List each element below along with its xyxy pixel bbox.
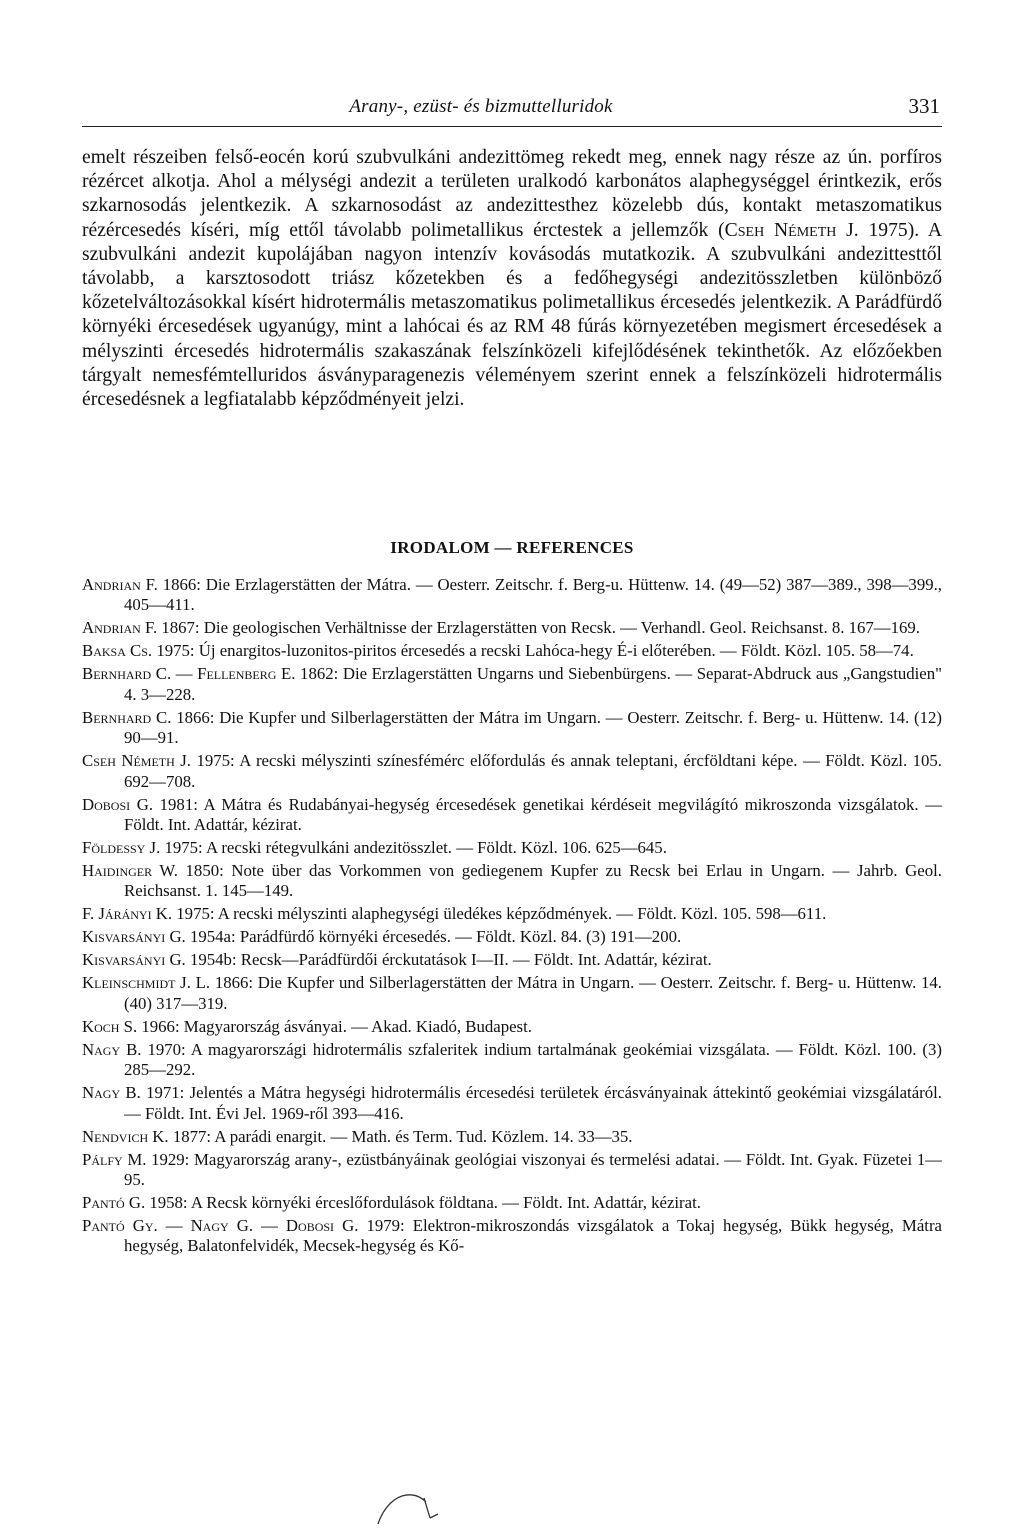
paragraph-text-continued: J. 1975). A szubvulkáni andezit kupolájában nagyon intenzív kovásodás mutatkozik. A szubvulkáni andezittesttől távolabb, a karsztosodott triász kőzetekben és a fedőhegységi andezitösszletben különböző kőzetelváltozásokkal kísért hidrotermális metaszomatikus polimetallikus ércesedés jelentkezik. A Parádfürdő környéki ércesedések ugyanúgy, mint a lahócai és az RM 48 fúrás környezetében megismert ércesedések a mélyszinti ércesedés hidrotermális szakaszának felszínközeli kifejlődésének tekinthetők. Az előzőekben tárgyalt nemesfémtelluridos ásványparagenezis véleményem szerint ennek a felszínközeli hidrotermális ércesedésnek a legfiatalabb képződményeit jelzi. [82,219,943,411]
reference-text: 1867: Die geologischen Verhältnisse der Erzlagerstätten von Recsk. — Verhandl. Geol. Reichsanst. 8. 167—169. [157,618,920,638]
reference-item [82,927,942,947]
reference-item [82,1040,942,1081]
reference-author: Földessy J. [82,838,161,858]
reference-author: Nendvich K. [82,1126,169,1146]
citation-authors: Cseh Németh [724,219,837,241]
reference-item [82,751,942,792]
reference-text: 1966: Magyarország ásványai. — Akad. Kiadó, Budapest. [137,1016,532,1036]
reference-text: 1866: Die Erzlagerstätten der Mátra. — Oesterr. Zeitschr. f. Berg-u. Hüttenw. 14. (49—52) 387—389., 398—399., 405—411. [124,575,942,615]
reference-item [82,1150,942,1191]
reference-author: Pantó Gy. — Nagy G. — Dobosi G. [82,1216,359,1236]
paragraph-text: emelt részeiben felső-eocén korú szubvulkáni andezittömeg rekedt meg, ennek nagy része az ún. porfíros rézércet alkotja. Ahol a mélységi andezit a területen uralkodó karbonátos alaphegységgel érintkezik, erős szkarnosodás jelentkezik. A szkarnosodást az andezittesthez közelebb dús, kontakt metaszomatikus rézércesedés kíséri, míg ettől távolabb polimetallikus érctestek a jellemzők ( [82,147,942,241]
reference-author: Nagy B. [82,1039,142,1059]
reference-author: Cseh Németh J. [82,751,192,771]
reference-author: Kisvarsányi G. [82,927,186,947]
page-number: 331 [908,94,940,118]
reference-author: F. Járányi K. [82,904,173,924]
reference-text: 1975: Új enargitos-luzonitos-piritos ércesedés a recski Lahóca-hegy É-i előterében. — Földt. Közl. 105. 58—74. [152,641,914,661]
reference-item [82,861,942,902]
reference-item [82,575,942,616]
reference-text: 1866: Die Kupfer und Silberlagerstätten der Mátra in Ungarn. — Oesterr. Zeitschr. f. Berg- u. Hüttenw. 14. (40) 317—319. [124,973,942,1013]
reference-text: 1981: A Mátra és Rudabányai-hegység ércesedések genetikai kérdéseit megvilágító mikroszonda vizsgálatok. — Földt. Int. Adattár, kézirat. [124,794,942,835]
reference-item [82,618,942,638]
reference-item [82,950,942,970]
reference-author: Bernhard C. — Fellenberg E. [82,664,296,684]
running-header [82,92,942,127]
reference-text: 1975: A recski mélyszinti alaphegységi üledékes képződmények. — Földt. Közl. 105. 598—611. [172,904,827,924]
reference-author: Haidinger W. [82,861,178,881]
reference-text: 1866: Die Kupfer und Silberlagerstätten der Mátra im Ungarn. — Oesterr. Zeitschr. f. Berg- u. Hüttenw. 14. (12) 90—91. [124,707,942,748]
reference-text: 1877: A parádi enargit. — Math. és Term. Tud. Közlem. 14. 33—35. [168,1126,633,1146]
reference-item [82,795,942,836]
reference-text: 1975: A recski rétegvulkáni andezitösszlet. — Földt. Közl. 106. 625—645. [160,838,667,858]
reference-item [82,838,942,858]
reference-item [82,641,942,661]
reference-author: Pálfy M. [82,1149,147,1169]
reference-item [82,1017,942,1037]
reference-item [82,904,942,924]
reference-text: 1970: A magyarországi hidrotermális szfaleritek indium tartalmának geokémiai vizsgálata. — Földt. Közl. 100. (3) 285—292. [124,1039,942,1080]
reference-item [82,664,942,705]
running-title: Arany-, ezüst- és bizmuttelluridok [349,96,613,117]
reference-text: 1954b: Recsk—Parádfürdői érckutatások I—II. — Földt. Int. Adattár, kézirat. [185,950,712,970]
reference-item [82,1127,942,1147]
reference-author: Kleinschmidt J. L. [82,973,211,993]
reference-author: Andrian F. [82,618,158,638]
handwritten-mark-icon [372,1484,444,1528]
reference-text: 1975: A recski mélyszinti színesfémérc előfordulás és annak teleptani, ércföldtani képe. — Földt. Közl. 105. 692—708. [124,751,942,791]
reference-text: 1850: Note über das Vorkommen von gediegenem Kupfer zu Recsk bei Erlau in Ungarn. — Jahrb. Geol. Reichsanst. 1. 145—149. [124,861,942,901]
reference-text: 1929: Magyarország arany-, ezüstbányáinak geológiai viszonyai és termelési adatai. — Földt. Int. Gyak. Füzetei 1—95. [124,1149,942,1190]
reference-author: Dobosi G. [82,794,154,814]
body-paragraph [82,146,942,412]
reference-author: Kisvarsányi G. [82,950,186,970]
reference-author: Koch S. [82,1016,138,1036]
reference-item [82,973,942,1014]
reference-author: Nagy B. [82,1083,141,1103]
body-text [82,146,942,412]
reference-item [82,1083,942,1124]
references-heading: IRODALOM — REFERENCES [390,538,634,557]
reference-text: 1954a: Parádfürdő környéki ércesedés. — Földt. Közl. 84. (3) 191—200. [185,927,682,947]
reference-list [82,575,942,1259]
reference-item [82,1216,942,1257]
reference-text: 1958: A Recsk környéki érceslőfordulások földtana. — Földt. Int. Adattár, kézirat. [145,1193,701,1213]
reference-author: Pantó G. [82,1193,146,1213]
reference-author: Bernhard C. [82,707,172,727]
reference-item [82,1193,942,1213]
reference-item [82,708,942,749]
reference-text: 1971: Jelentés a Mátra hegységi hidrotermális ércesedési területek ércásványainak áttekintő geokémiai vizsgálatáról. — Földt. Int. Évi Jel. 1969-ről 393—416. [124,1083,943,1123]
reference-text: 1979: Elektron-mikroszondás vizsgálatok a Tokaj hegység, Bükk hegység, Mátra hegység, Balatonfelvidék, Mecsek-hegység és Kő- [124,1216,942,1256]
reference-author: Baksa Cs. [82,641,153,661]
reference-text: 1862: Die Erzlagerstätten Ungarns und Siebenbürgens. — Separat-Abdruck aus „Gangstudien" 4. 3—228. [124,664,942,704]
reference-author: Andrian F. [82,575,158,594]
